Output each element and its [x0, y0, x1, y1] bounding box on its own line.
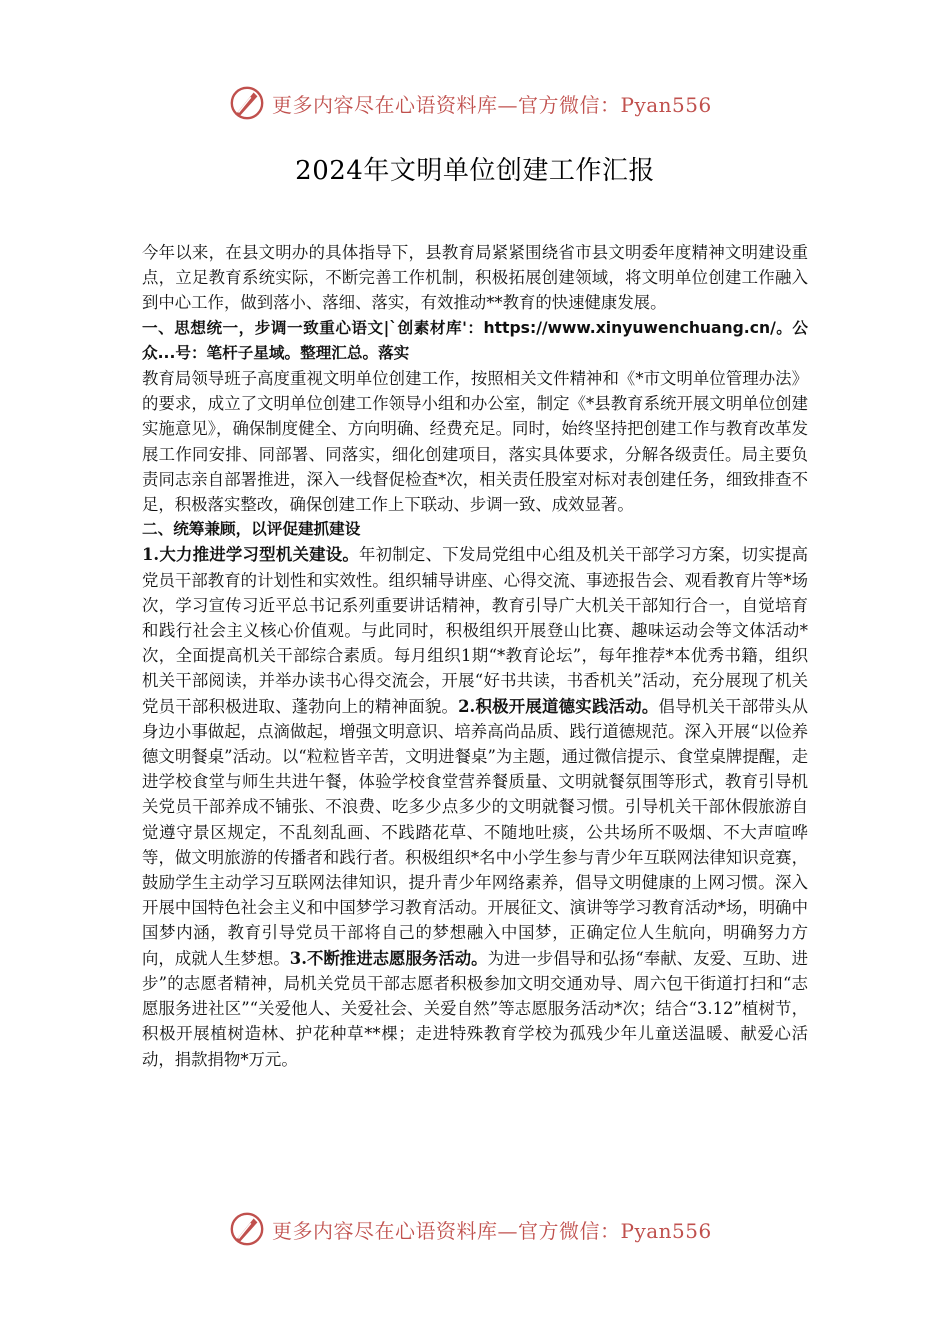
watermark-text: 更多内容尽在心语资料库—官方微信：Pyan556: [272, 1218, 712, 1243]
quill-logo-icon: [228, 84, 266, 122]
item-3-lead: 3.不断推进志愿服务活动。: [289, 948, 488, 968]
watermark-banner-top: [228, 82, 748, 124]
item-1-body: 年初制定、下发局党组中心组及机关干部学习方案，切实提高党员干部教育的计划性和实效性。组织辅导讲座、心得交流、事迹报告会、观看教育片等*场次，学习宣传习近平总书记系列重要讲话精神，教育引导广大机关干部知行合一，自觉培育和践行社会主义核心价值观。与此同时，积极组织开展登山比赛、趣味运动会等文体活动*次，全面提高机关干部综合素质。每月组织1期“*教育论坛”，每年推荐*本优秀书籍，组织机关干部阅读，并举办读书心得交流会，开展“好书共读，书香机关”活动，充分展现了机关党员干部积极进取、蓬勃向上的精神面貌。: [142, 545, 808, 716]
document-body: [142, 240, 808, 1072]
item-3-body: 为进一步倡导和弘扬“奉献、友爱、互助、进步”的志愿者精神，局机关党员干部志愿者积极参加文明交通劝导、周六包干街道打扫和“志愿服务进社区”“关爱他人、关爱社会、关爱自然”等志愿服务活动*次；结合“3.12”植树节，积极开展植树造林、护花种草**棵；走进特殊教育学校为孤残少年儿童送温暖、献爱心活动，捐款捐物*万元。: [142, 948, 808, 1069]
quill-logo-icon: [228, 1210, 266, 1248]
section-2-paragraph: [142, 542, 808, 1071]
intro-paragraph: 今年以来，在县文明办的具体指导下，县教育局紧紧围绕省市县文明委年度精神文明建设重点，立足教育系统实际，不断完善工作机制，积极拓展创建领域，将文明单位创建工作融入到中心工作，做到落小、落细、落实，有效推动**教育的快速健康发展。: [142, 243, 808, 313]
section-2-heading: 二、统筹兼顾，以评促建抓建设: [142, 520, 361, 539]
item-2-lead: 2.积极开展道德实践活动。: [458, 696, 659, 716]
section-1-heading: 一、思想统一，步调一致重心语文|`创素材库'：https://www.xinyuwenchuang.cn/。公众...号：笔杆子星域。整理汇总。落实: [142, 318, 808, 362]
section-1-paragraph: 教育局领导班子高度重视文明单位创建工作，按照相关文件精神和《*市文明单位管理办法》的要求，成立了文明单位创建工作领导小组和办公室，制定《*县教育系统开展文明单位创建实施意见》，确保制度健全、方向明确、经费充足。同时，始终坚持把创建工作与教育改革发展工作同安排、同部署、同落实，细化创建项目，落实具体要求，分解各级责任。局主要负责同志亲自部署推进，深入一线督促检查*次，相关责任股室对标对表创建任务，细致排查不足，积极落实整改，确保创建工作上下联动、步调一致、成效显著。: [142, 369, 808, 515]
document-title: 2024年文明单位创建工作汇报: [295, 156, 655, 186]
item-1-lead: 1.大力推进学习型机关建设。: [142, 545, 360, 565]
watermark-text: 更多内容尽在心语资料库—官方微信：Pyan556: [272, 92, 712, 117]
item-2-body: 倡导机关干部带头从身边小事做起，点滴做起，增强文明意识、培养高尚品质、践行道德规范。深入开展“以俭养德文明餐桌”活动。以“粒粒皆辛苦，文明进餐桌”为主题，通过微信提示、食堂桌牌提醒，走进学校食堂与师生共进午餐，体验学校食堂营养餐质量、文明就餐氛围等形式，教育引导机关党员干部养成不铺张、不浪费、吃多少点多少的文明就餐习惯。引导机关干部休假旅游自觉遵守景区规定，不乱刻乱画、不践踏花草、不随地吐痰，公共场所不吸烟、不大声喧哗等，做文明旅游的传播者和践行者。积极组织*名中小学生参与青少年互联网法律知识竞赛，鼓励学生主动学习互联网法律知识，提升青少年网络素养，倡导文明健康的上网习惯。深入开展中国特色社会主义和中国梦学习教育活动。开展征文、演讲等学习教育活动*场，明确中国梦内涵，教育引导党员干部将自己的梦想融入中国梦，正确定位人生航向，明确努力方向，成就人生梦想。: [142, 696, 808, 968]
watermark-banner-bottom: [228, 1208, 748, 1250]
